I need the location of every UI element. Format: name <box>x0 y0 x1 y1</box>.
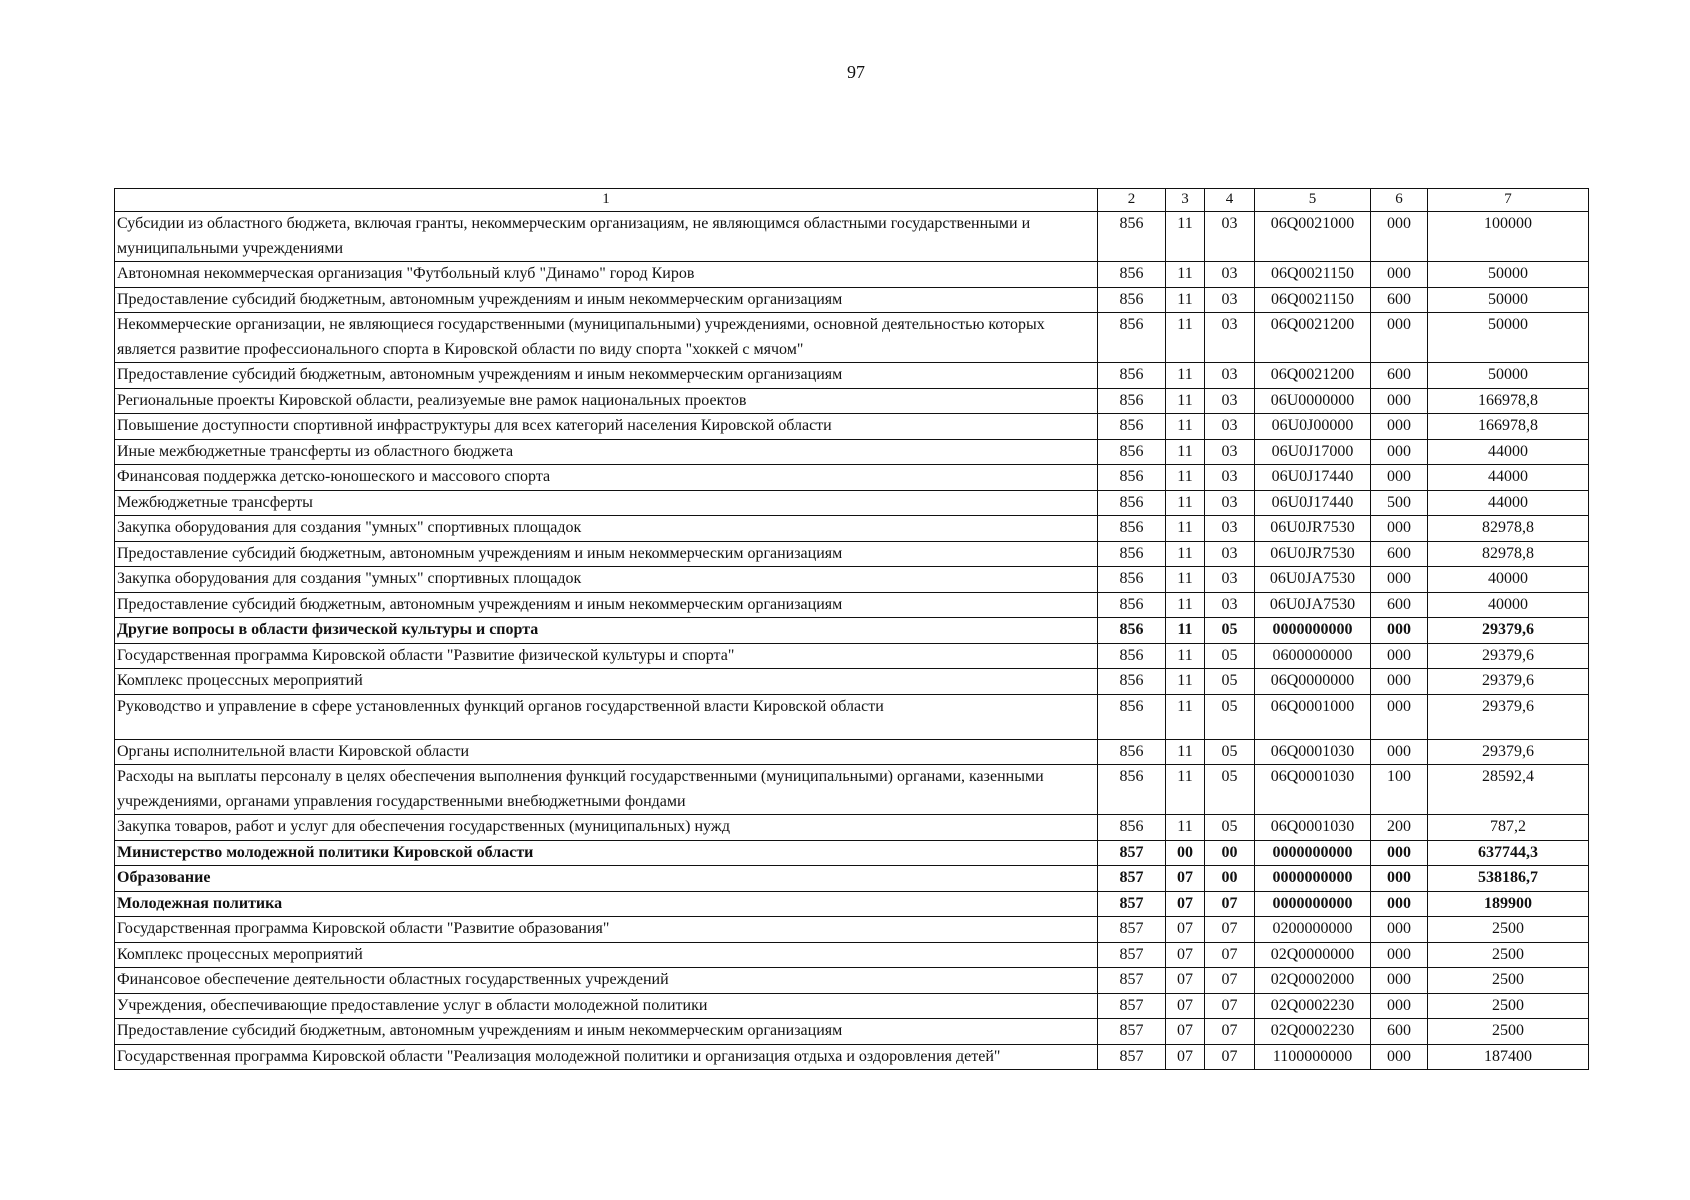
section-code-cell: 11 <box>1166 414 1205 440</box>
amount-cell: 50000 <box>1428 363 1589 389</box>
table-row <box>115 414 1589 440</box>
ministry-code-cell: 856 <box>1098 439 1166 465</box>
section-code-cell: 11 <box>1166 516 1205 542</box>
table-row <box>115 917 1589 943</box>
expense-type-cell: 600 <box>1371 592 1428 618</box>
amount-cell: 189900 <box>1428 891 1589 917</box>
expense-name-cell: Руководство и управление в сфере установленных функций органов государственной власти Кировской области <box>115 694 1098 739</box>
target-article-cell: 06Q0001030 <box>1255 765 1371 815</box>
subsection-code-cell: 03 <box>1205 313 1255 363</box>
ministry-code-cell: 856 <box>1098 414 1166 440</box>
expense-type-cell: 000 <box>1371 942 1428 968</box>
amount-cell: 787,2 <box>1428 815 1589 841</box>
section-code-cell: 11 <box>1166 439 1205 465</box>
table-row <box>115 765 1589 815</box>
ministry-code-cell: 856 <box>1098 669 1166 695</box>
section-code-cell: 11 <box>1166 490 1205 516</box>
target-article-cell: 0600000000 <box>1255 643 1371 669</box>
target-article-cell: 06Q0021200 <box>1255 363 1371 389</box>
expense-type-cell: 000 <box>1371 968 1428 994</box>
amount-cell: 82978,8 <box>1428 516 1589 542</box>
amount-cell: 538186,7 <box>1428 866 1589 892</box>
section-code-cell: 11 <box>1166 388 1205 414</box>
ministry-code-cell: 857 <box>1098 917 1166 943</box>
table-row <box>115 840 1589 866</box>
expense-type-cell: 500 <box>1371 490 1428 516</box>
expense-name-cell: Органы исполнительной власти Кировской области <box>115 739 1098 765</box>
expense-name-cell: Финансовая поддержка детско-юношеского и массового спорта <box>115 465 1098 491</box>
amount-cell: 44000 <box>1428 490 1589 516</box>
subsection-code-cell: 03 <box>1205 465 1255 491</box>
target-article-cell: 06Q0021150 <box>1255 262 1371 288</box>
amount-cell: 28592,4 <box>1428 765 1589 815</box>
table-row <box>115 815 1589 841</box>
ministry-code-cell: 857 <box>1098 1019 1166 1045</box>
table-body <box>115 212 1589 1070</box>
section-code-cell: 11 <box>1166 815 1205 841</box>
expense-name-cell: Финансовое обеспечение деятельности областных государственных учреждений <box>115 968 1098 994</box>
subsection-code-cell: 03 <box>1205 212 1255 262</box>
section-code-cell: 07 <box>1166 1019 1205 1045</box>
expense-type-cell: 000 <box>1371 739 1428 765</box>
ministry-code-cell: 856 <box>1098 643 1166 669</box>
ministry-code-cell: 856 <box>1098 541 1166 567</box>
target-article-cell: 0000000000 <box>1255 891 1371 917</box>
target-article-cell: 06Q0021000 <box>1255 212 1371 262</box>
amount-cell: 637744,3 <box>1428 840 1589 866</box>
column-header-7: 7 <box>1428 189 1589 212</box>
amount-cell: 29379,6 <box>1428 669 1589 695</box>
section-code-cell: 07 <box>1166 968 1205 994</box>
ministry-code-cell: 856 <box>1098 262 1166 288</box>
ministry-code-cell: 856 <box>1098 592 1166 618</box>
amount-cell: 29379,6 <box>1428 618 1589 644</box>
target-article-cell: 06Q0001030 <box>1255 739 1371 765</box>
expense-type-cell: 000 <box>1371 891 1428 917</box>
target-article-cell: 06Q0000000 <box>1255 669 1371 695</box>
target-article-cell: 06U0J17440 <box>1255 490 1371 516</box>
column-header-6: 6 <box>1371 189 1428 212</box>
subsection-code-cell: 07 <box>1205 993 1255 1019</box>
target-article-cell: 0000000000 <box>1255 840 1371 866</box>
expense-type-cell: 000 <box>1371 516 1428 542</box>
expense-type-cell: 000 <box>1371 917 1428 943</box>
expense-type-cell: 000 <box>1371 567 1428 593</box>
table-row <box>115 287 1589 313</box>
expense-name-cell: Закупка оборудования для создания "умных" спортивных площадок <box>115 567 1098 593</box>
ministry-code-cell: 857 <box>1098 993 1166 1019</box>
ministry-code-cell: 856 <box>1098 212 1166 262</box>
amount-cell: 29379,6 <box>1428 694 1589 739</box>
target-article-cell: 0200000000 <box>1255 917 1371 943</box>
expense-type-cell: 000 <box>1371 388 1428 414</box>
ministry-code-cell: 856 <box>1098 739 1166 765</box>
target-article-cell: 06Q0001000 <box>1255 694 1371 739</box>
expense-type-cell: 000 <box>1371 866 1428 892</box>
section-code-cell: 11 <box>1166 643 1205 669</box>
target-article-cell: 06U0JR7530 <box>1255 541 1371 567</box>
table-row <box>115 313 1589 363</box>
target-article-cell: 0000000000 <box>1255 866 1371 892</box>
subsection-code-cell: 03 <box>1205 592 1255 618</box>
table-row <box>115 942 1589 968</box>
ministry-code-cell: 857 <box>1098 968 1166 994</box>
ministry-code-cell: 857 <box>1098 891 1166 917</box>
table-row <box>115 891 1589 917</box>
expense-name-cell: Предоставление субсидий бюджетным, автономным учреждениям и иным некоммерческим организациям <box>115 287 1098 313</box>
expense-name-cell: Государственная программа Кировской области "Развитие образования" <box>115 917 1098 943</box>
amount-cell: 2500 <box>1428 993 1589 1019</box>
amount-cell: 40000 <box>1428 592 1589 618</box>
expense-name-cell: Предоставление субсидий бюджетным, автономным учреждениям и иным некоммерческим организациям <box>115 1019 1098 1045</box>
ministry-code-cell: 856 <box>1098 765 1166 815</box>
expense-type-cell: 000 <box>1371 262 1428 288</box>
amount-cell: 50000 <box>1428 287 1589 313</box>
section-code-cell: 07 <box>1166 891 1205 917</box>
expense-name-cell: Молодежная политика <box>115 891 1098 917</box>
amount-cell: 40000 <box>1428 567 1589 593</box>
expense-type-cell: 600 <box>1371 287 1428 313</box>
subsection-code-cell: 07 <box>1205 942 1255 968</box>
subsection-code-cell: 03 <box>1205 287 1255 313</box>
section-code-cell: 11 <box>1166 618 1205 644</box>
amount-cell: 2500 <box>1428 1019 1589 1045</box>
expense-name-cell: Автономная некоммерческая организация "Футбольный клуб "Динамо" город Киров <box>115 262 1098 288</box>
table-row <box>115 866 1589 892</box>
subsection-code-cell: 03 <box>1205 262 1255 288</box>
expense-type-cell: 000 <box>1371 643 1428 669</box>
target-article-cell: 06U0JA7530 <box>1255 567 1371 593</box>
amount-cell: 29379,6 <box>1428 739 1589 765</box>
ministry-code-cell: 856 <box>1098 694 1166 739</box>
expense-name-cell: Закупка оборудования для создания "умных" спортивных площадок <box>115 516 1098 542</box>
expense-name-cell: Субсидии из областного бюджета, включая гранты, некоммерческим организациям, не являющимся областными государственными и муниципальными учреждениями <box>115 212 1098 262</box>
amount-cell: 187400 <box>1428 1044 1589 1070</box>
table-row <box>115 669 1589 695</box>
expense-name-cell: Государственная программа Кировской области "Развитие физической культуры и спорта" <box>115 643 1098 669</box>
expense-type-cell: 000 <box>1371 465 1428 491</box>
ministry-code-cell: 857 <box>1098 1044 1166 1070</box>
expense-type-cell: 000 <box>1371 439 1428 465</box>
section-code-cell: 11 <box>1166 694 1205 739</box>
amount-cell: 50000 <box>1428 262 1589 288</box>
section-code-cell: 07 <box>1166 993 1205 1019</box>
expense-name-cell: Расходы на выплаты персоналу в целях обеспечения выполнения функций государственными (муниципальными) органами, казенными учреждениями, органами управления государственными внебюджетными фондами <box>115 765 1098 815</box>
section-code-cell: 00 <box>1166 840 1205 866</box>
section-code-cell: 11 <box>1166 313 1205 363</box>
table-row <box>115 993 1589 1019</box>
table-row <box>115 592 1589 618</box>
amount-cell: 2500 <box>1428 968 1589 994</box>
target-article-cell: 06Q0001030 <box>1255 815 1371 841</box>
ministry-code-cell: 856 <box>1098 388 1166 414</box>
ministry-code-cell: 856 <box>1098 516 1166 542</box>
column-header-4: 4 <box>1205 189 1255 212</box>
table-row <box>115 363 1589 389</box>
table-row <box>115 968 1589 994</box>
expense-type-cell: 200 <box>1371 815 1428 841</box>
amount-cell: 2500 <box>1428 917 1589 943</box>
ministry-code-cell: 856 <box>1098 490 1166 516</box>
amount-cell: 82978,8 <box>1428 541 1589 567</box>
subsection-code-cell: 03 <box>1205 414 1255 440</box>
section-code-cell: 11 <box>1166 465 1205 491</box>
section-code-cell: 07 <box>1166 942 1205 968</box>
subsection-code-cell: 03 <box>1205 567 1255 593</box>
table-row <box>115 739 1589 765</box>
expense-type-cell: 000 <box>1371 694 1428 739</box>
expense-name-cell: Межбюджетные трансферты <box>115 490 1098 516</box>
expense-type-cell: 000 <box>1371 669 1428 695</box>
target-article-cell: 06Q0021150 <box>1255 287 1371 313</box>
expense-type-cell: 000 <box>1371 414 1428 440</box>
subsection-code-cell: 03 <box>1205 388 1255 414</box>
expense-name-cell: Предоставление субсидий бюджетным, автономным учреждениям и иным некоммерческим организациям <box>115 541 1098 567</box>
page-number: 97 <box>847 62 865 82</box>
table-row <box>115 516 1589 542</box>
subsection-code-cell: 05 <box>1205 694 1255 739</box>
expense-type-cell: 600 <box>1371 541 1428 567</box>
expense-type-cell: 000 <box>1371 1044 1428 1070</box>
table-row <box>115 1019 1589 1045</box>
expense-name-cell: Государственная программа Кировской области "Реализация молодежной политики и организация отдыха и оздоровления детей" <box>115 1044 1098 1070</box>
section-code-cell: 11 <box>1166 669 1205 695</box>
expense-name-cell: Комплекс процессных мероприятий <box>115 669 1098 695</box>
section-code-cell: 11 <box>1166 262 1205 288</box>
target-article-cell: 06U0J00000 <box>1255 414 1371 440</box>
section-code-cell: 11 <box>1166 541 1205 567</box>
section-code-cell: 07 <box>1166 1044 1205 1070</box>
target-article-cell: 06U0JR7530 <box>1255 516 1371 542</box>
ministry-code-cell: 856 <box>1098 815 1166 841</box>
subsection-code-cell: 05 <box>1205 669 1255 695</box>
table-row <box>115 465 1589 491</box>
target-article-cell: 06U0JA7530 <box>1255 592 1371 618</box>
ministry-code-cell: 857 <box>1098 866 1166 892</box>
target-article-cell: 06U0J17000 <box>1255 439 1371 465</box>
expense-name-cell: Предоставление субсидий бюджетным, автономным учреждениям и иным некоммерческим организациям <box>115 363 1098 389</box>
subsection-code-cell: 07 <box>1205 1044 1255 1070</box>
ministry-code-cell: 856 <box>1098 618 1166 644</box>
table-row <box>115 567 1589 593</box>
expense-name-cell: Другие вопросы в области физической культуры и спорта <box>115 618 1098 644</box>
section-code-cell: 11 <box>1166 287 1205 313</box>
table-row <box>115 439 1589 465</box>
section-code-cell: 11 <box>1166 212 1205 262</box>
section-code-cell: 11 <box>1166 765 1205 815</box>
expense-type-cell: 000 <box>1371 212 1428 262</box>
expense-name-cell: Учреждения, обеспечивающие предоставление услуг в области молодежной политики <box>115 993 1098 1019</box>
subsection-code-cell: 05 <box>1205 815 1255 841</box>
expense-type-cell: 000 <box>1371 618 1428 644</box>
ministry-code-cell: 857 <box>1098 942 1166 968</box>
amount-cell: 29379,6 <box>1428 643 1589 669</box>
amount-cell: 2500 <box>1428 942 1589 968</box>
amount-cell: 166978,8 <box>1428 414 1589 440</box>
subsection-code-cell: 05 <box>1205 765 1255 815</box>
table-row <box>115 541 1589 567</box>
section-code-cell: 11 <box>1166 567 1205 593</box>
ministry-code-cell: 856 <box>1098 465 1166 491</box>
amount-cell: 100000 <box>1428 212 1589 262</box>
target-article-cell: 1100000000 <box>1255 1044 1371 1070</box>
expense-name-cell: Комплекс процессных мероприятий <box>115 942 1098 968</box>
subsection-code-cell: 07 <box>1205 891 1255 917</box>
target-article-cell: 02Q0002230 <box>1255 1019 1371 1045</box>
subsection-code-cell: 00 <box>1205 866 1255 892</box>
expense-name-cell: Некоммерческие организации, не являющиеся государственными (муниципальными) учреждениями, основной деятельностью которых является развитие профессионального спорта в Кировской области по виду спорта "хоккей с мячом" <box>115 313 1098 363</box>
table-row <box>115 212 1589 262</box>
subsection-code-cell: 07 <box>1205 968 1255 994</box>
subsection-code-cell: 00 <box>1205 840 1255 866</box>
expense-name-cell: Образование <box>115 866 1098 892</box>
target-article-cell: 06U0000000 <box>1255 388 1371 414</box>
amount-cell: 44000 <box>1428 439 1589 465</box>
section-code-cell: 11 <box>1166 363 1205 389</box>
section-code-cell: 11 <box>1166 592 1205 618</box>
subsection-code-cell: 03 <box>1205 541 1255 567</box>
target-article-cell: 02Q0002230 <box>1255 993 1371 1019</box>
subsection-code-cell: 07 <box>1205 917 1255 943</box>
ministry-code-cell: 857 <box>1098 840 1166 866</box>
subsection-code-cell: 05 <box>1205 618 1255 644</box>
expense-type-cell: 000 <box>1371 993 1428 1019</box>
column-header-1: 1 <box>115 189 1098 212</box>
table-row <box>115 490 1589 516</box>
table-row <box>115 694 1589 739</box>
expense-name-cell: Региональные проекты Кировской области, реализуемые вне рамок национальных проектов <box>115 388 1098 414</box>
subsection-code-cell: 05 <box>1205 643 1255 669</box>
subsection-code-cell: 03 <box>1205 363 1255 389</box>
expense-type-cell: 600 <box>1371 1019 1428 1045</box>
amount-cell: 166978,8 <box>1428 388 1589 414</box>
target-article-cell: 02Q0000000 <box>1255 942 1371 968</box>
expense-type-cell: 000 <box>1371 840 1428 866</box>
subsection-code-cell: 07 <box>1205 1019 1255 1045</box>
target-article-cell: 02Q0002000 <box>1255 968 1371 994</box>
table-row <box>115 388 1589 414</box>
amount-cell: 50000 <box>1428 313 1589 363</box>
expense-name-cell: Иные межбюджетные трансферты из областного бюджета <box>115 439 1098 465</box>
section-code-cell: 11 <box>1166 739 1205 765</box>
table-header-row <box>115 189 1589 212</box>
subsection-code-cell: 05 <box>1205 739 1255 765</box>
ministry-code-cell: 856 <box>1098 313 1166 363</box>
subsection-code-cell: 03 <box>1205 439 1255 465</box>
expense-type-cell: 600 <box>1371 363 1428 389</box>
table-row <box>115 1044 1589 1070</box>
expense-name-cell: Повышение доступности спортивной инфраструктуры для всех категорий населения Кировской области <box>115 414 1098 440</box>
ministry-code-cell: 856 <box>1098 363 1166 389</box>
expense-name-cell: Министерство молодежной политики Кировской области <box>115 840 1098 866</box>
expense-name-cell: Закупка товаров, работ и услуг для обеспечения государственных (муниципальных) нужд <box>115 815 1098 841</box>
amount-cell: 44000 <box>1428 465 1589 491</box>
table-row <box>115 643 1589 669</box>
column-header-3: 3 <box>1166 189 1205 212</box>
ministry-code-cell: 856 <box>1098 567 1166 593</box>
ministry-code-cell: 856 <box>1098 287 1166 313</box>
column-header-2: 2 <box>1098 189 1166 212</box>
subsection-code-cell: 03 <box>1205 490 1255 516</box>
budget-table <box>114 188 1589 1070</box>
expense-name-cell: Предоставление субсидий бюджетным, автономным учреждениям и иным некоммерческим организациям <box>115 592 1098 618</box>
section-code-cell: 07 <box>1166 866 1205 892</box>
table-row <box>115 618 1589 644</box>
section-code-cell: 07 <box>1166 917 1205 943</box>
column-header-5: 5 <box>1255 189 1371 212</box>
expense-type-cell: 000 <box>1371 313 1428 363</box>
target-article-cell: 06Q0021200 <box>1255 313 1371 363</box>
target-article-cell: 0000000000 <box>1255 618 1371 644</box>
target-article-cell: 06U0J17440 <box>1255 465 1371 491</box>
subsection-code-cell: 03 <box>1205 516 1255 542</box>
expense-type-cell: 100 <box>1371 765 1428 815</box>
table-row <box>115 262 1589 288</box>
